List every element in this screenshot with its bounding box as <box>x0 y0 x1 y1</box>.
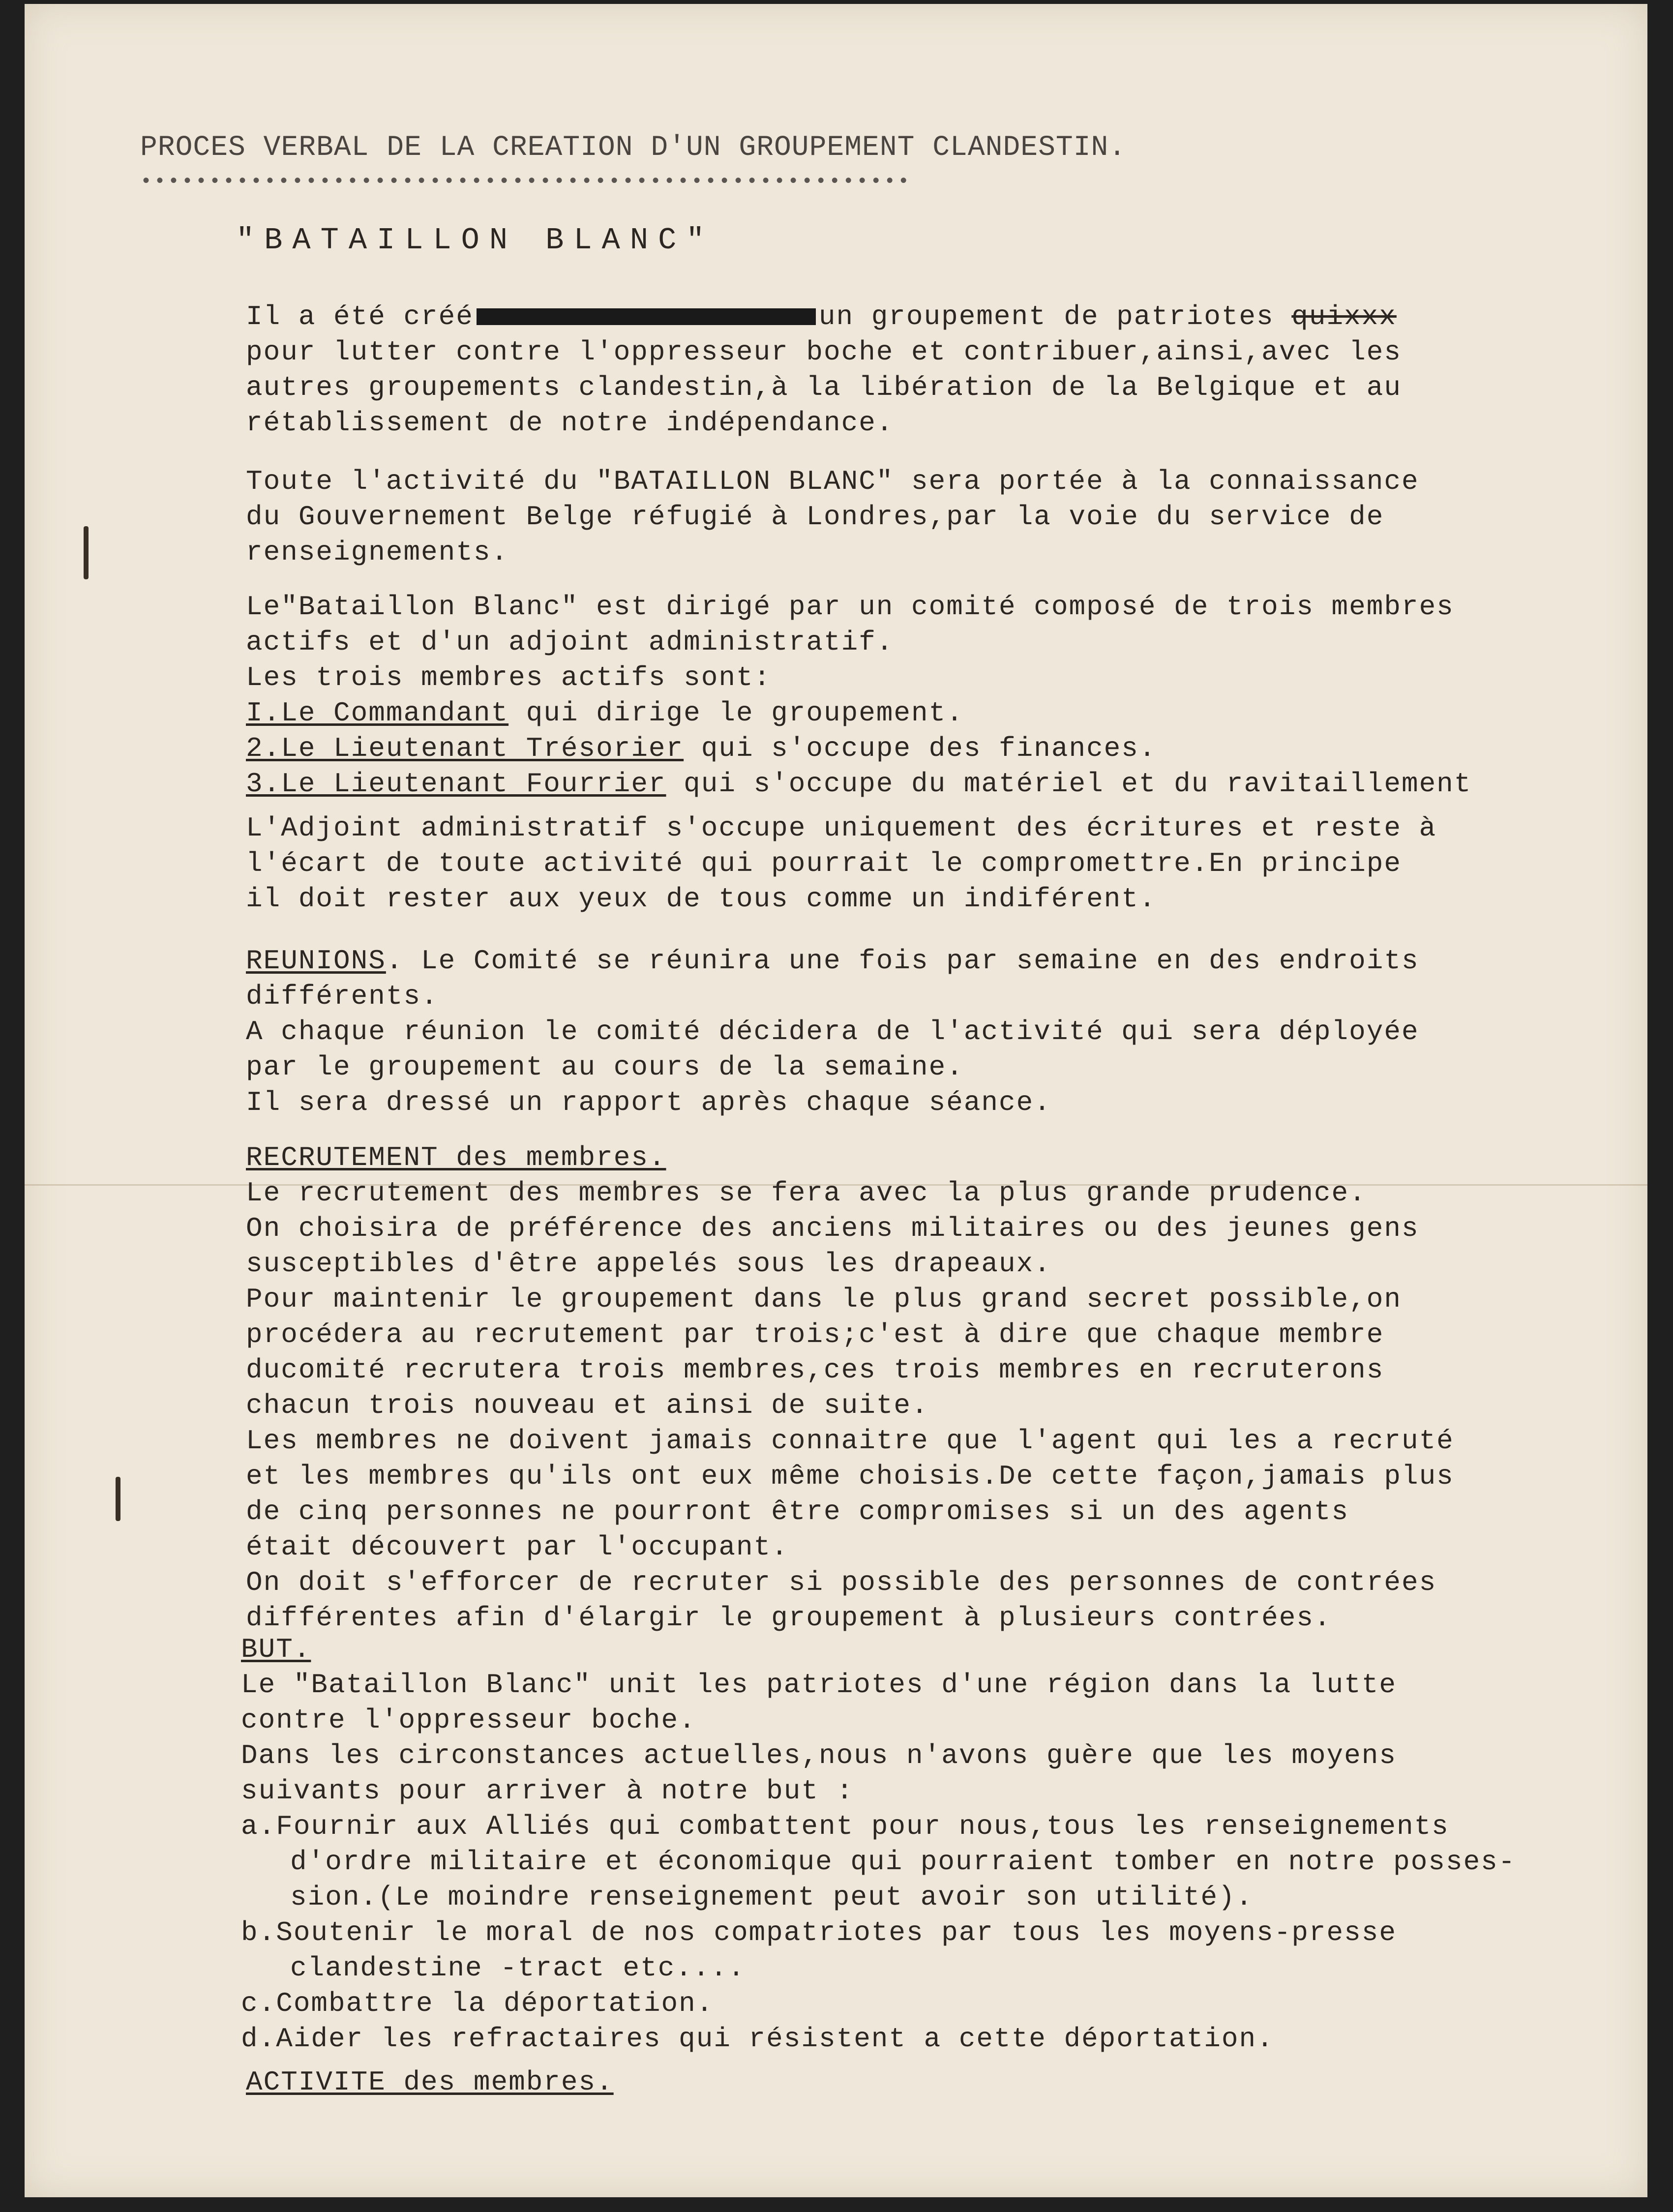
text-line: chacun trois nouveau et ainsi de suite. <box>246 1390 929 1421</box>
text-line: sion.(Le moindre renseignement peut avoir son utilité). <box>290 1882 1254 1913</box>
text-line: A chaque réunion le comité décidera de l'activité qui sera déployée <box>246 1016 1419 1047</box>
text-line: renseignements. <box>246 537 509 568</box>
intro-paragraph <box>246 299 1647 441</box>
activite-section <box>246 2064 1647 2100</box>
redaction-bar <box>477 308 816 325</box>
text-line: différentes afin d'élargir le groupement à plusieurs contrées. <box>246 1602 1332 1634</box>
text-line: d'ordre militaire et économique qui pourraient tomber en notre posses- <box>290 1846 1516 1878</box>
role-description: qui dirige le groupement. <box>508 697 964 729</box>
section-heading: REUNIONS <box>246 945 386 977</box>
recrutement-section <box>246 1140 1647 1636</box>
section-heading: BUT. <box>241 1634 311 1665</box>
text-line: de cinq personnes ne pourront être compromises si un des agents <box>246 1496 1349 1527</box>
text-line: Il sera dressé un rapport après chaque séance. <box>246 1087 1051 1118</box>
text-line: actifs et d'un adjoint administratif. <box>246 627 894 658</box>
text-line: Les trois membres actifs sont: <box>246 662 772 693</box>
text: . Le Comité se réunira une fois par semaine en des endroits <box>386 945 1419 977</box>
text-line: l'écart de toute activité qui pourrait le compromettre.En principe <box>246 848 1402 879</box>
document-subtitle: "BATAILLON BLANC" <box>236 223 715 258</box>
text-line: Le"Bataillon Blanc" est dirigé par un comité composé de trois membres <box>246 591 1454 623</box>
text-line: par le groupement au cours de la semaine. <box>246 1051 964 1083</box>
adjoint-paragraph <box>246 810 1647 917</box>
list-item: c.Combattre la déportation. <box>241 1988 714 2019</box>
but-section <box>241 1632 1643 2057</box>
list-item: a.Fournir aux Alliés qui combattent pour nous,tous les renseignements <box>241 1811 1449 1842</box>
struck-text: quixxx <box>1291 301 1397 332</box>
role-description: qui s'occupe du matériel et du ravitaillement <box>666 768 1472 800</box>
comite-item <box>246 731 1647 766</box>
text-line: différents. <box>246 981 439 1012</box>
text-line: et les membres qu'ils ont eux même choisis.De cette façon,jamais plus <box>246 1461 1454 1492</box>
role-description: qui s'occupe des finances. <box>684 733 1157 764</box>
comite-paragraph <box>246 589 1647 802</box>
list-item: d.Aider les refractaires qui résistent a cette déportation. <box>241 2023 1274 2055</box>
text-line: L'Adjoint administratif s'occupe uniquement des écritures et reste à <box>246 812 1437 844</box>
text-line: était découvert par l'occupant. <box>246 1531 789 1563</box>
binder-hole-mark <box>84 526 89 579</box>
reunions-section <box>246 943 1647 1120</box>
role-title: 3.Le Lieutenant Fourrier <box>246 768 666 800</box>
text: Il a été créé <box>246 301 474 332</box>
text-line: Le recrutement des membres se fera avec la plus grande prudence. <box>246 1177 1367 1209</box>
role-title: 2.Le Lieutenant Trésorier <box>246 733 684 764</box>
text-line: il doit rester aux yeux de tous comme un indiférent. <box>246 883 1157 915</box>
text-line: Dans les circonstances actuelles,nous n'avons guère que les moyens <box>241 1740 1397 1771</box>
text-line: On doit s'efforcer de recruter si possible des personnes de contrées <box>246 1567 1437 1598</box>
text-line: contre l'oppresseur boche. <box>241 1704 696 1736</box>
text-line: Pour maintenir le groupement dans le plus grand secret possible,on <box>246 1284 1402 1315</box>
gouvernement-paragraph <box>246 464 1647 570</box>
comite-item <box>246 766 1647 802</box>
text-line: procédera au recrutement par trois;c'est à dire que chaque membre <box>246 1319 1384 1350</box>
text-line: Le "Bataillon Blanc" unit les patriotes d'une région dans la lutte <box>241 1669 1397 1701</box>
text-line: rétablissement de notre indépendance. <box>246 407 894 439</box>
section-heading: RECRUTEMENT des membres. <box>246 1142 666 1173</box>
text-line: susceptibles d'être appelés sous les drapeaux. <box>246 1248 1051 1280</box>
text-line: On choisira de préférence des anciens militaires ou des jeunes gens <box>246 1213 1419 1244</box>
text: un groupement de patriotes <box>818 301 1274 332</box>
text-line: Les membres ne doivent jamais connaitre que l'agent qui les a recruté <box>246 1425 1454 1457</box>
text-line: du Gouvernement Belge réfugié à Londres,par la voie du service de <box>246 501 1384 533</box>
text-line: pour lutter contre l'oppresseur boche et contribuer,ainsi,avec les <box>246 336 1402 368</box>
comite-item <box>246 695 1647 731</box>
role-title: I.Le Commandant <box>246 697 509 729</box>
text-line: ducomité recrutera trois membres,ces trois membres en recruterons <box>246 1354 1384 1386</box>
document-title: PROCES VERBAL DE LA CREATION D'UN GROUPEMENT CLANDESTIN. <box>140 132 1127 164</box>
text-line: autres groupements clandestin,à la libération de la Belgique et au <box>246 372 1402 403</box>
section-heading: ACTIVITE des membres. <box>246 2066 614 2098</box>
text-line: clandestine -tract etc.... <box>290 1952 746 1984</box>
text-line: Toute l'activité du "BATAILLON BLANC" sera portée à la connaissance <box>246 466 1419 497</box>
document-page <box>25 4 1647 2197</box>
title-dotted-rule: •••••••••••••••••••••••••••••••••••••••••••••••••••••••• <box>140 171 912 193</box>
text-line: suivants pour arriver à notre but : <box>241 1775 854 1807</box>
list-item: b.Soutenir le moral de nos compatriotes par tous les moyens-presse <box>241 1917 1397 1948</box>
binder-hole-mark <box>116 1477 120 1521</box>
